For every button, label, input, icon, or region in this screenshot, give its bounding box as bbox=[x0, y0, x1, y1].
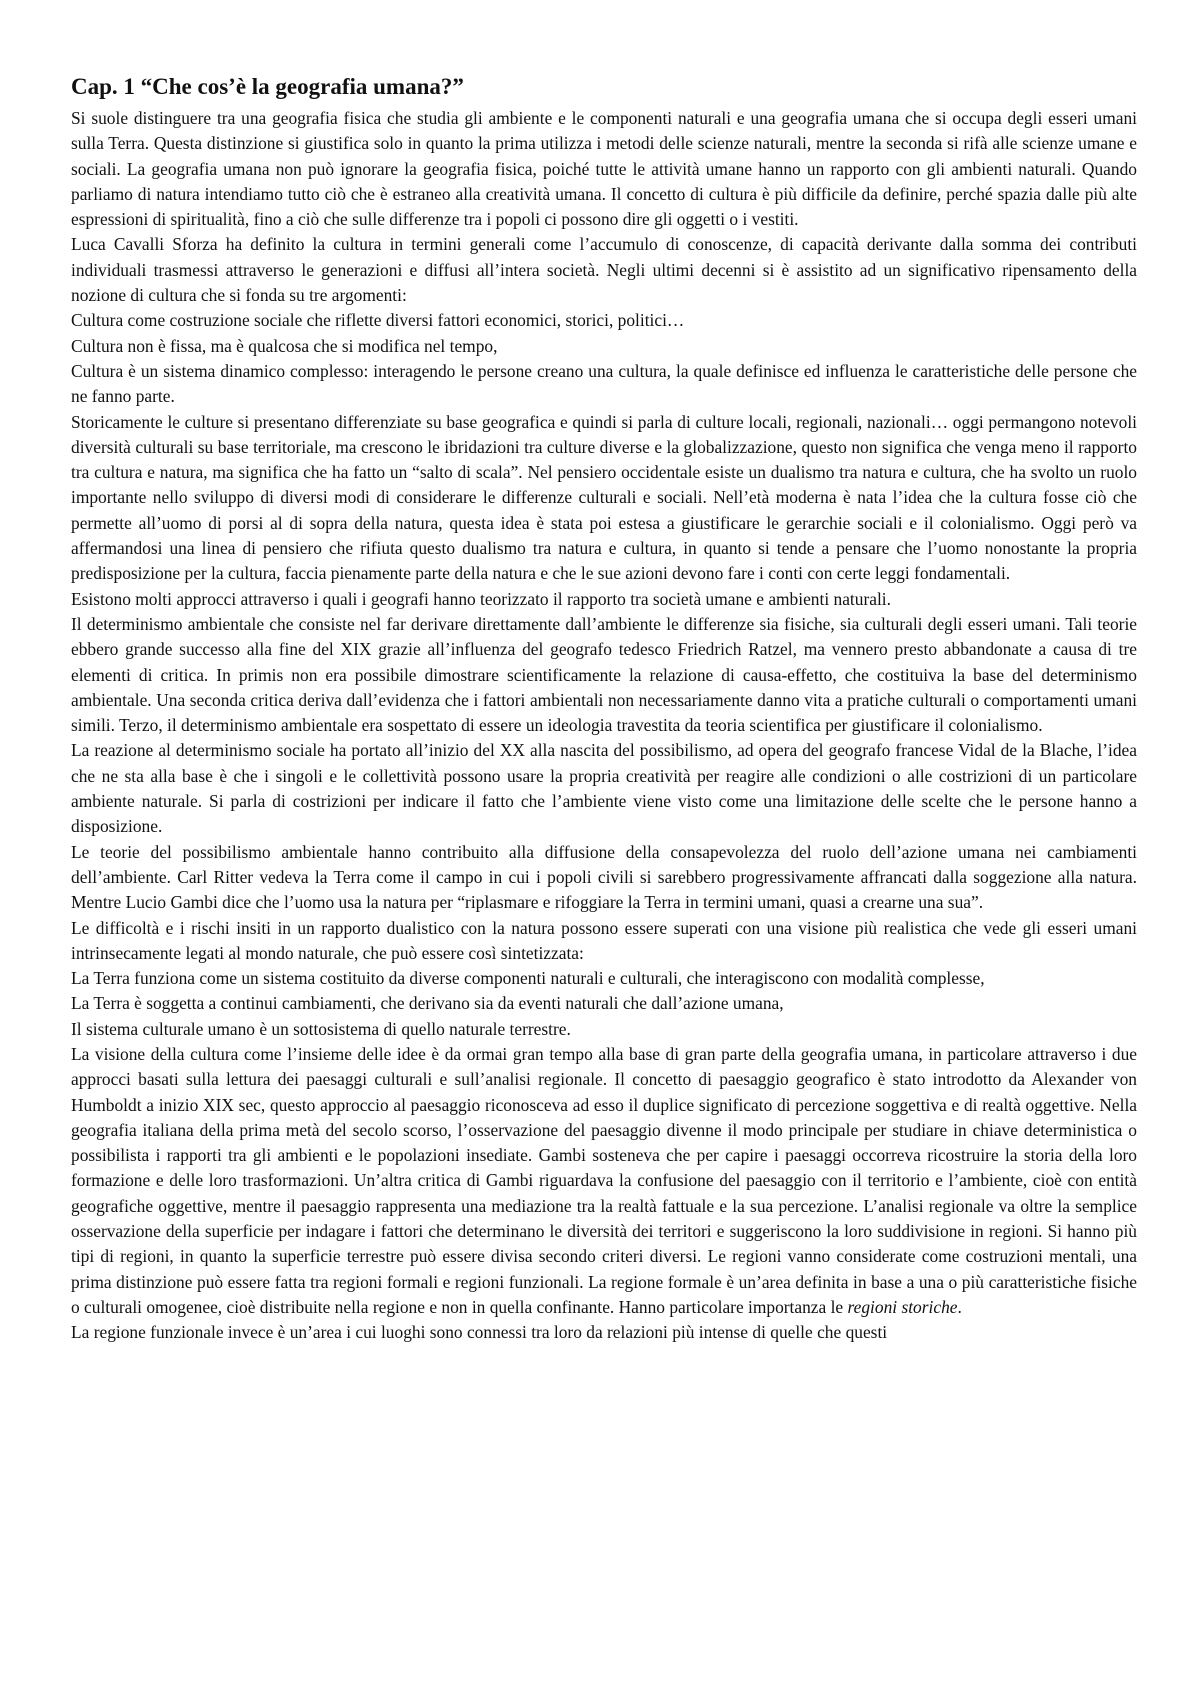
chapter-title: Cap. 1 “Che cos’è la geografia umana?” bbox=[71, 74, 464, 99]
paragraph-functional-region: La regione funzionale invece è un’area i cui luoghi sono connessi tra loro da relazioni più intense di quelle che questi bbox=[71, 1322, 888, 1343]
paragraph-dualism: Le difficoltà e i rischi insiti in un rapporto dualistico con la natura possono essere superati con una visione più realistica che vede gli esseri umani intrinsecamente legati al mondo naturale, che può essere così sintetizzata: bbox=[71, 917, 1137, 963]
paragraph-intro: Si suole distinguere tra una geografia fisica che studia gli ambiente e le componenti naturali e una geografia umana che si occupa degli esseri umani sulla Terra. Questa distinzione si giustifica solo in quanto la prima utilizza i metodi delle scienze naturali, mentre la seconda si rifà alle scienze umane e sociali. La geografia umana non può ignorare la geografia fisica, poiché tutte le attività umane hanno un rapporto con gli ambienti naturali. Quando parliamo di natura intendiamo tutto ciò che è estraneo alla creatività umana. Il concetto di cultura è più difficile da definire, perché spazia dalle più alte espressioni di spiritualità, fino a ciò che sulle differenze tra i popoli ci possono dire gli oggetti o i vestiti. bbox=[71, 108, 1137, 230]
list-item-culture-3: Cultura è un sistema dinamico complesso: interagendo le persone creano una cultura, la quale definisce ed influenza le caratteristiche delle persone che ne fanno parte. bbox=[71, 360, 1137, 407]
list-item-earth-1: La Terra funziona come un sistema costituito da diverse componenti naturali e culturali, che interagiscono con modalità complesse, bbox=[71, 968, 985, 989]
document-page bbox=[71, 72, 1137, 1346]
paragraph-possibilism: La reazione al determinismo sociale ha portato all’inizio del XX alla nascita del possibilismo, ad opera del geografo francese Vidal de la Blache, l’idea che ne sta alla base è che i singoli e le collettività possono usare la propria creatività per reagire alle condizioni o alle costrizioni di un particolare ambiente naturale. Si parla di costrizioni per indicare il fatto che l’ambiente viene visto come una limitazione delle scelte che le persone hanno a disposizione. bbox=[71, 740, 1137, 837]
paragraph-landscape-text: La visione della cultura come l’insieme delle idee è da ormai gran tempo alla base di gran parte della geografia umana, in particolare attraverso i due approcci basati sulla lettura dei paesaggi culturali e sull’analisi regionale. Il concetto di paesaggio geografico è stato introdotto da Alexander von Humboldt a inizio XIX sec, questo approccio al paesaggio riconosceva ad esso il duplice significato di percezione soggettiva e di realtà oggettive. Nella geografia italiana della prima metà del secolo scorso, l’osservazione del paesaggio divenne il modo principale per studiare in chiave deterministica o possibilista i rapporti tra gli ambienti e le popolazioni insediate. Gambi sosteneva che per capire i paesaggi occorreva ricostruire la storia della loro formazione e delle loro trasformazioni. Un’altra critica di Gambi riguardava la confusione del paesaggio con il territorio e l’ambiente, cioè con entità geografiche oggettive, mentre il paesaggio rappresenta una mediazione tra la realtà fattuale e la sua percezione. L’analisi regionale va oltre la semplice osservazione della superficie per indagare i fattori che determinano le diversità dei territori e suggeriscono la loro suddivisione in regioni. Si hanno più tipi di regioni, in quanto la superficie terrestre può essere divisa secondo criteri diversi. Le regioni vanno considerate come costruzioni mentali, una prima distinzione può essere fatta tra regioni formali e regioni funzionali. La regione formale è un’area definita in base a una o più caratteristiche fisiche o culturali omogenee, cioè distribuite nella regione e non in quella confinante. Hanno particolare importanza le bbox=[71, 1043, 1137, 1317]
paragraph-possibilism-theories: Le teorie del possibilismo ambientale hanno contribuito alla diffusione della consapevolezza del ruolo dell’azione umana nei cambiamenti dell’ambiente. Carl Ritter vedeva la Terra come il campo in cui i popoli civili si sarebbero progressivamente affrancati dalla soggezione alla natura. Mentre Lucio Gambi dice che l’uomo usa la natura per “riplasmare e rifoggiare la Terra in termini umani, quasi a crearne una sua”. bbox=[71, 841, 1137, 913]
list-item-earth-3: Il sistema culturale umano è un sottosistema di quello naturale terrestre. bbox=[71, 1018, 571, 1039]
italic-term: regioni storiche bbox=[847, 1296, 958, 1317]
paragraph-cavalli-sforza: Luca Cavalli Sforza ha definito la cultura in termini generali come l’accumulo di conoscenze, di capacità derivante dalla somma dei contributi individuali trasmessi attraverso le generazioni e diffusi all’intera società. Negli ultimi decenni si è assistito ad un significativo ripensamento della nozione di cultura che si fonda su tre argomenti: bbox=[71, 234, 1137, 306]
paragraph-landscape bbox=[71, 1042, 1137, 1320]
paragraph-approaches: Esistono molti approcci attraverso i quali i geografi hanno teorizzato il rapporto tra società umane e ambienti naturali. bbox=[71, 588, 891, 609]
paragraph-determinism: Il determinismo ambientale che consiste nel far derivare direttamente dall’ambiente le differenze sia fisiche, sia culturali degli esseri umani. Tali teorie ebbero grande successo alla fine del XIX grazie all’influenza del geografo tedesco Friedrich Ratzel, ma vennero presto abbandonate a causa di tre elementi di critica. In primis non era possibile dimostrare scientificamente la relazione di causa-effetto, che costituiva la base del determinismo ambientale. Una seconda critica deriva dall’evidenza che i fattori ambientali non necessariamente danno vita a pratiche culturali o comportamenti umani simili. Terzo, il determinismo ambientale era sospettato di essere un ideologia travestita da teoria scientifica per giustificare il colonialismo. bbox=[71, 613, 1137, 736]
list-item-culture-1: Cultura come costruzione sociale che riflette diversi fattori economici, storici, politici… bbox=[71, 310, 685, 331]
list-item-earth-2: La Terra è soggetta a continui cambiamenti, che derivano sia da eventi naturali che dall’azione umana, bbox=[71, 993, 784, 1014]
italic-term-suffix: . bbox=[957, 1296, 962, 1317]
paragraph-cultures-history: Storicamente le culture si presentano differenziate su base geografica e quindi si parla di culture locali, regionali, nazionali… oggi permangono notevoli diversità culturali su base territoriale, ma crescono le ibridazioni tra culture diverse e la globalizzazione, questo non significa che venga meno il rapporto tra cultura e natura, ma significa che ha fatto un “salto di scala”. Nel pensiero occidentale esiste un dualismo tra natura e cultura, che ha svolto un ruolo importante nello sviluppo di diversi modi di considerare le differenze culturali e sociali. Nell’età moderna è nata l’idea che la cultura fosse ciò che permette all’uomo di porsi al di sopra della natura, questa idea è stata poi estesa a giustificare le gerarchie sociali e il colonialismo. Oggi però va affermandosi una linea di pensiero che rifiuta questo dualismo tra natura e cultura, in quanto si tende a pensare che l’uomo nonostante la propria predisposizione per la cultura, faccia pienamente parte della natura e che le sue azioni devono fare i conti con certe leggi fondamentali. bbox=[71, 411, 1137, 584]
list-item-culture-2: Cultura non è fissa, ma è qualcosa che si modifica nel tempo, bbox=[71, 335, 498, 356]
